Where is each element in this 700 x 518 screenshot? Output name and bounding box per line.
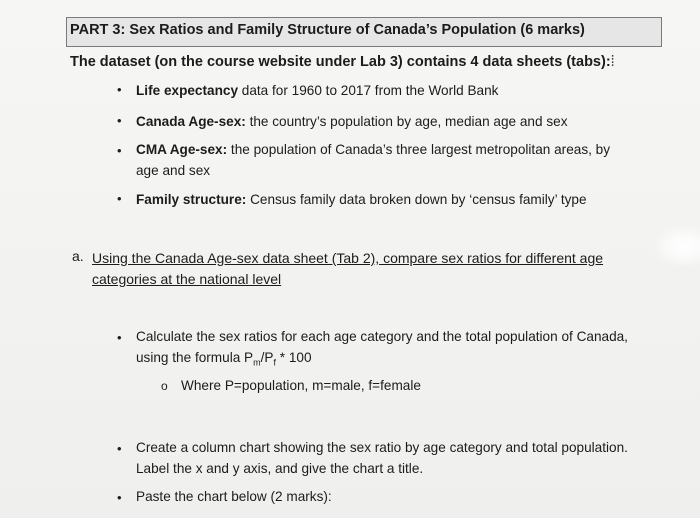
- question-text: Using the Canada Age-sex data sheet (Tab 2), compare sex ratios for different age categories at the national level: [92, 250, 604, 287]
- dataset-item-family-structure: [136, 189, 636, 210]
- task-calc-line1: Calculate the sex ratios for each age category and the total population of Canada,: [136, 329, 628, 344]
- dataset-item-canada-age-sex: [136, 111, 636, 132]
- task-chart: Create a column chart showing the sex ratio by age category and total population. Label the x and y axis, and give the chart a title.: [136, 440, 628, 476]
- intro-text: [70, 54, 615, 70]
- dataset-item-cma-age-sex: [136, 139, 636, 181]
- question-label: a.: [72, 248, 84, 264]
- dataset-description: the country’s population by age, median age and sex: [245, 114, 568, 129]
- dataset-name: Canada Age-sex:: [136, 114, 246, 129]
- task-where: Where P=population, m=male, f=female: [181, 378, 421, 393]
- bullet-icon: •: [117, 330, 122, 345]
- formula-sub-f: f: [273, 357, 276, 368]
- task-paste: Paste the chart below (2 marks):: [136, 489, 332, 504]
- formula-slash: /P: [260, 350, 274, 365]
- bullet-icon: •: [117, 113, 122, 128]
- bullet-icon: •: [117, 143, 122, 158]
- dataset-description: Census family data broken down by ‘census family’ type: [246, 192, 587, 207]
- part-title: PART 3: Sex Ratios and Family Structure of Canada’s Population (6 marks): [70, 22, 585, 38]
- dataset-item-life-expectancy: [136, 80, 636, 101]
- dataset-description: the population of Canada’s three largest metropolitan areas, by age and sex: [136, 142, 611, 178]
- dataset-name: CMA Age-sex:: [136, 142, 228, 157]
- bullet-icon: •: [117, 441, 122, 456]
- light-glare: [655, 226, 700, 266]
- bullet-icon: •: [117, 490, 122, 505]
- dataset-name: Life expectancy: [136, 83, 238, 98]
- formula-sub-m: m: [253, 357, 261, 368]
- formula-suffix: * 100: [275, 350, 312, 365]
- sub-bullet-icon: o: [161, 379, 168, 393]
- text-cursor-icon: ⁞: [610, 54, 615, 70]
- formula-prefix: using the formula P: [136, 350, 254, 365]
- task-calculate: [136, 326, 656, 374]
- dataset-description: data for 1960 to 2017 from the World Bank: [238, 83, 499, 98]
- dataset-name: Family structure:: [136, 192, 247, 207]
- bullet-icon: •: [117, 191, 122, 206]
- bullet-icon: •: [117, 82, 122, 97]
- intro-sentence: The dataset (on the course website under Lab 3) contains 4 data sheets (tabs):: [70, 54, 611, 70]
